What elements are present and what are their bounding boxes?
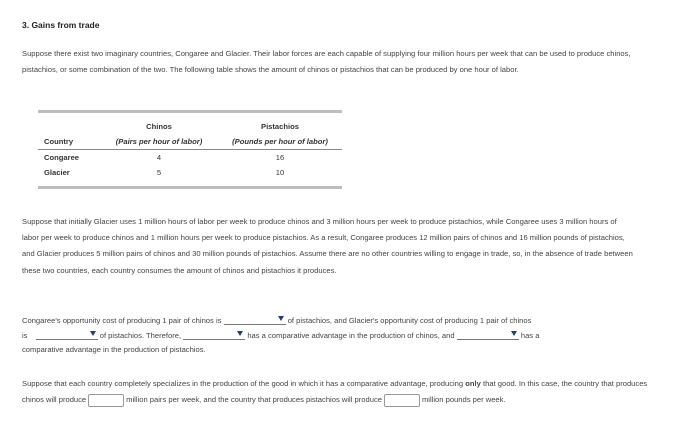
col-header-pistachios: Pistachios xyxy=(261,122,299,131)
glacier-opportunity-cost-dropdown[interactable] xyxy=(36,330,98,340)
triangle-down-icon xyxy=(278,316,284,321)
table-bottom-rule xyxy=(38,186,342,189)
triangle-down-icon xyxy=(511,331,517,336)
table-row xyxy=(38,150,342,166)
row-chinos: 5 xyxy=(156,168,162,177)
col-header-chinos: Chinos xyxy=(146,122,172,131)
col-unit-chinos: (Pairs per hour of labor) xyxy=(100,134,218,150)
pistachios-quantity-input[interactable] xyxy=(384,394,420,407)
specialization-question: Suppose that each country completely specializes in the production of the good in which it has a comparative advantage, producing only that good. In this case, the country that produces chinos will produce million pairs per week, and the country that produces pistachios will produce million pounds per week. xyxy=(22,376,662,408)
intro-paragraph: Suppose there exist two imaginary countries, Congaree and Glacier. Their labor forces are each capable of supplying four million hours per week that can be used to produce chinos, pistachios, or some combination of the two. The following table shows the amount of chinos or pistachios that can be produced by one hour of labor. xyxy=(22,49,631,75)
pistachios-advantage-country-dropdown[interactable] xyxy=(457,330,519,340)
triangle-down-icon xyxy=(237,331,243,336)
col-header-country: Country xyxy=(38,134,100,150)
problem-heading: 3. Gains from trade xyxy=(22,20,100,30)
scenario-paragraph: Suppose that initially Glacier uses 1 million hours of labor per week to produce chinos and 3 million hours per week to produce pistachios, while Congaree uses 3 million hours of labor per week to produce chinos and 1 million hours per week to produce pistachios. As a result, Congaree produces 12 million pairs of chinos and 16 million pounds of pistachios, and Glacier produces 5 million pairs of chinos and 30 million pounds of pistachios. Assume there are no other countries willing to engage in trade, so, in the absence of trade between these two countries, each country consumes the amount of chinos and pistachios it produces. xyxy=(22,217,633,275)
congaree-opportunity-cost-dropdown[interactable] xyxy=(224,315,286,325)
row-country: Congaree xyxy=(44,153,80,162)
problem-page: 3. Gains from trade Suppose there exist two imaginary countries, Congaree and Glacier. Their labor forces are each capable of supplying four million hours per week that can be used to produce chinos, pistachios, or some combination of the two. The following table shows the amount of chinos or pistachios that can be produced by one hour of labor. Chinos Pistachios Country (Pairs per hour of labor) (Pounds per hour of labor) Congaree 4 16 Glacier 5 10 Suppose that initially Glacier uses 1 million hours of labor per week to produce chinos and 3 million hours per week to produce pistachios, while Congaree uses 3 million hours of labor per week to produce chinos and 1 million hours per week to produce pistachios. As a result, Congaree produces 12 million pairs of chinos and 16 million pounds of pistachios, and Glacier produces 5 million pairs of chinos and 30 million pounds of pistachios. Assume there are no other countries willing to engage in trade, so, in the absence of trade between these two countries, each country consumes the amount of chinos and pistachios it produces. Congaree's opportunity cost of producing 1 pair of chinos is of pistachios, and Glacier's opportunity cost of producing 1 pair of chinos is of pistachios. Therefore, has a comparative advantage in the production of chinos, and has a comparative advantage in the production of pistachios. Suppose that each country completely specializes in the production of the good in which it has a comparative advantage, producing only that good. In this case, the country that produces chinos will produce million pairs per week, and the country that produces pistachios will produce million pounds per week. xyxy=(0,0,700,429)
row-pistachios: 16 xyxy=(275,153,285,162)
row-country: Glacier xyxy=(44,168,70,177)
production-table xyxy=(38,110,342,189)
chinos-advantage-country-dropdown[interactable] xyxy=(183,330,245,340)
row-pistachios: 10 xyxy=(275,168,285,177)
chinos-quantity-input[interactable] xyxy=(88,394,124,407)
row-chinos: 4 xyxy=(156,153,162,162)
table-row xyxy=(38,165,342,180)
table-top-rule xyxy=(38,110,342,113)
triangle-down-icon xyxy=(90,331,96,336)
col-unit-pistachios: (Pounds per hour of labor) xyxy=(218,134,342,150)
